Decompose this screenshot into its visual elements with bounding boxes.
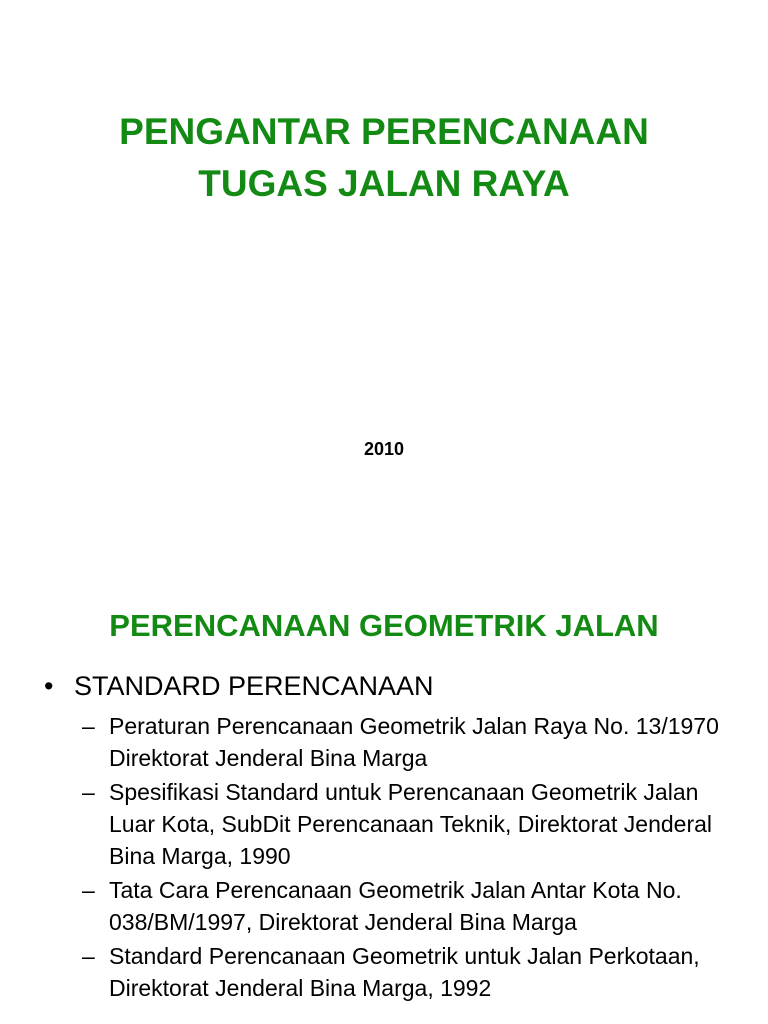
list-item [82,776,742,872]
list-item-text: Spesifikasi Standard untuk Perencanaan Geometrik Jalan Luar Kota, SubDit Perencanaan Teknik, Direktorat Jenderal Bina Marga, 1990 [109,779,713,869]
content-slide [0,580,768,1024]
list-item-text: Standard Perencanaan Geometrik untuk Jalan Perkotaan, Direktorat Jenderal Bina Marga, 1992 [109,943,700,1001]
list-item [82,874,742,938]
section-title: PERENCANAAN GEOMETRIK JALAN [109,608,659,643]
dash-marker: – [82,779,95,805]
title-line-2: TUGAS JALAN RAYA [198,163,570,204]
list-item-text: Peraturan Perencanaan Geometrik Jalan Raya No. 13/1970 Direktorat Jenderal Bina Marga [109,713,719,771]
dash-marker: – [82,713,95,739]
slide-title [0,106,768,210]
dash-marker: – [82,943,95,969]
list-item [82,710,742,774]
bullet-dot: • [44,671,54,701]
list-item [82,940,742,1004]
dash-marker: – [82,877,95,903]
list-item-text: Tata Cara Perencanaan Geometrik Jalan Antar Kota No. 038/BM/1997, Direktorat Jenderal Bina Marga [109,877,682,935]
bullet-label: STANDARD PERENCANAAN [74,671,434,701]
year-label: 2010 [363,439,405,459]
title-line-1: PENGANTAR PERENCANAAN [119,111,649,152]
standards-list [82,710,742,1006]
bullet-standard-perencanaan [44,668,434,704]
